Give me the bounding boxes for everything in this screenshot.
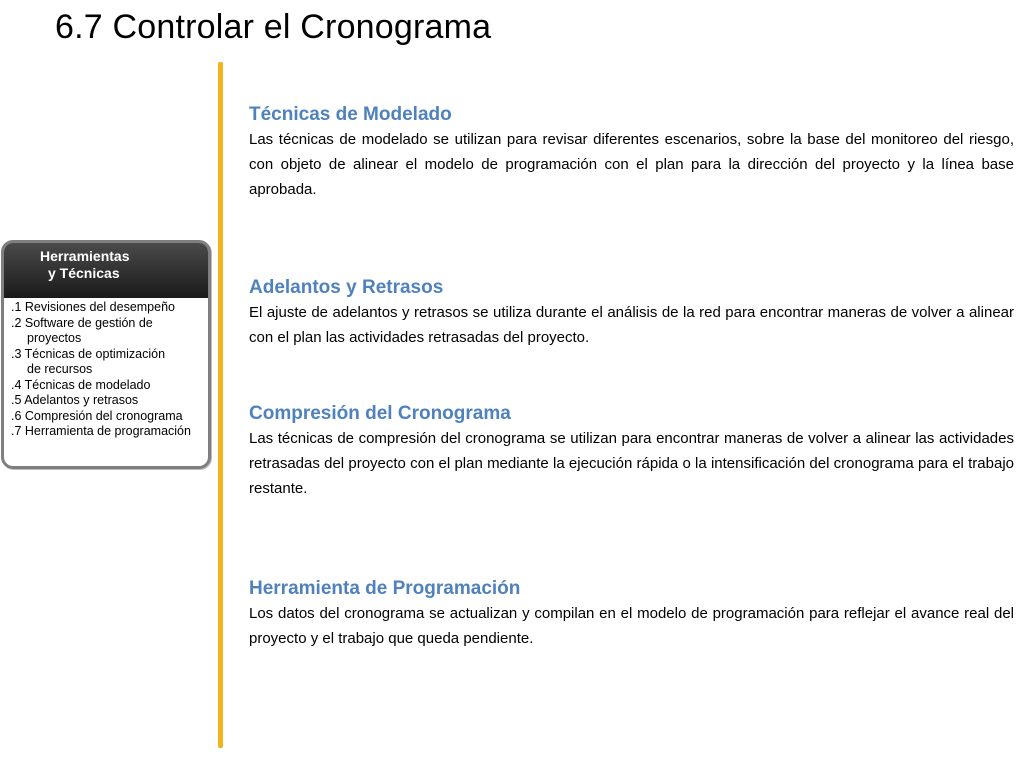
section-text: Las técnicas de modelado se utilizan para revisar diferentes escenarios, sobre la base del monitoreo del riesgo, con objeto de alinear el modelo de programación con el plan para la dirección del proyecto y la línea base aprobada.: [249, 131, 1014, 198]
tools-techniques-box: [1, 240, 211, 469]
section-text: Las técnicas de compresión del cronograma se utilizan para encontrar maneras de volver a alinear las actividades retrasadas del proyecto con el plan mediante la ejecución rápida o la intensificación del cronograma para el trabajo restante.: [249, 430, 1014, 497]
tools-list: [4, 298, 208, 440]
tools-header-line1: Herramientas: [40, 248, 130, 264]
vertical-divider: [218, 62, 223, 748]
section-heading: Adelantos y Retrasos: [249, 277, 444, 298]
tools-list-item: .3 Técnicas de optimización: [11, 346, 166, 361]
section-compresion: [249, 402, 1014, 501]
section-adelantos: [249, 276, 1014, 350]
tools-list-item: .4 Técnicas de modelado: [11, 377, 151, 392]
section-heading: Técnicas de Modelado: [249, 104, 452, 125]
tools-list-item: proyectos: [27, 331, 82, 345]
page-title: 6.7 Controlar el Cronograma: [55, 8, 492, 46]
tools-list-item: .1 Revisiones del desempeño: [11, 300, 175, 314]
tools-header-line2: y Técnicas: [48, 265, 120, 281]
section-text: El ajuste de adelantos y retrasos se utiliza durante el análisis de la red para encontrar maneras de volver a alinear con el plan las actividades retrasadas del proyecto.: [249, 304, 1014, 346]
tools-list-item: .5 Adelantos y retrasos: [11, 393, 139, 407]
tools-header: [4, 243, 208, 298]
section-modelado: [249, 103, 1014, 202]
tools-list-item: de recursos: [27, 362, 93, 376]
tools-list-item: .7 Herramienta de programación: [11, 424, 191, 438]
tools-list-item: .2 Software de gestión de: [11, 315, 153, 330]
tools-list-item: .6 Compresión del cronograma: [11, 408, 183, 423]
section-heading: Compresión del Cronograma: [249, 403, 511, 424]
section-text: Los datos del cronograma se actualizan y compilan en el modelo de programación para reflejar el avance real del proyecto y el trabajo que queda pendiente.: [249, 605, 1014, 647]
section-heading: Herramienta de Programación: [249, 578, 521, 599]
section-programacion: [249, 577, 1014, 651]
